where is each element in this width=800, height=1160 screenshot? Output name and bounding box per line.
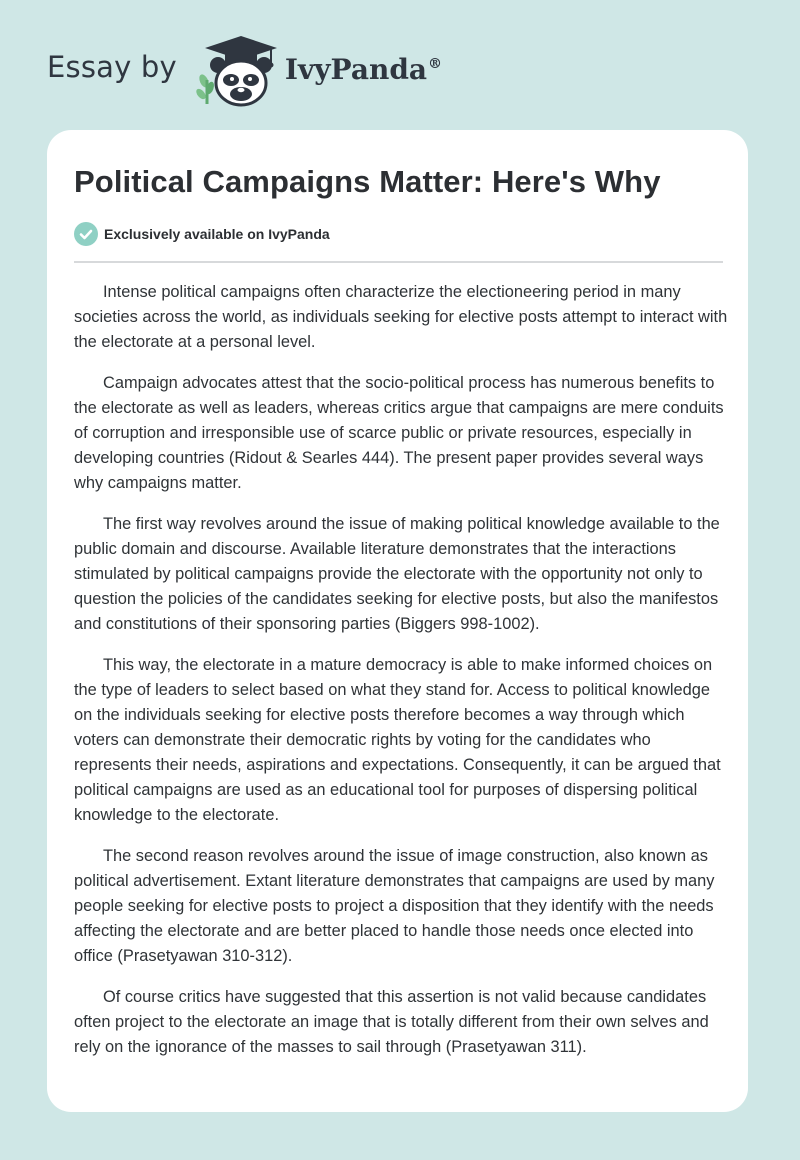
essay-card xyxy=(47,130,748,1112)
paragraph: The first way revolves around the issue of making political knowledge available to the public domain and discourse. Available literature demonstrates that the interactions stimulated by political campaigns provide the electorate with the opportunity not only to question the policies of the candidates seeking for elective posts, but also the manifestos and constitutions of their sponsoring parties (Biggers 998-1002). xyxy=(74,515,720,633)
divider xyxy=(74,261,723,263)
paragraph: Campaign advocates attest that the socio-political process has numerous benefits to the electorate as well as leaders, whereas critics argue that campaigns are mere conduits of corruption and irresponsible use of scarce public or private resources, especially in developing countries (Ridout & Searles 444). The present paper provides several ways why campaigns matter. xyxy=(74,374,724,492)
exclusive-badge xyxy=(74,222,330,246)
paragraph: The second reason revolves around the issue of image construction, also known as political advertisement. Extant literature demonstrates that campaigns are used by many people seeking for elective posts to project a disposition that they identify with the needs affecting the electorate and are better placed to handle those needs once elected into office (Prasetyawan 310-312). xyxy=(74,847,715,965)
paragraph: This way, the electorate in a mature democracy is able to make informed choices on the type of leaders to select based on what they stand for. Access to political knowledge on the individuals seeking for elective posts therefore becomes a way through which voters can demonstrate their democratic rights by voting for the candidates who represents their needs, aspirations and expectations. Consequently, it can be argued that political campaigns are used as an educational tool for purposes of dispersing political knowledge to the electorate. xyxy=(74,656,721,824)
brand-header[interactable] xyxy=(47,34,442,108)
page-title: Political Campaigns Matter: Here's Why xyxy=(74,164,661,199)
exclusive-badge-text: Exclusively available on IvyPanda xyxy=(104,226,330,242)
brand-prefix: Essay by xyxy=(47,50,177,84)
paragraph: Of course critics have suggested that this assertion is not valid because candidates often project to the electorate an image that is totally different from their own selves and rely on the ignorance of the masses to sail through (Prasetyawan 311). xyxy=(74,988,709,1056)
essay-body xyxy=(74,280,728,1076)
panda-logo-icon xyxy=(191,34,283,108)
check-circle-icon xyxy=(74,222,98,246)
brand-name: IvyPanda® xyxy=(284,52,443,86)
paragraph: Intense political campaigns often characterize the electioneering period in many societies across the world, as individuals seeking for elective posts attempt to interact with the electorate at a personal level. xyxy=(74,283,728,351)
